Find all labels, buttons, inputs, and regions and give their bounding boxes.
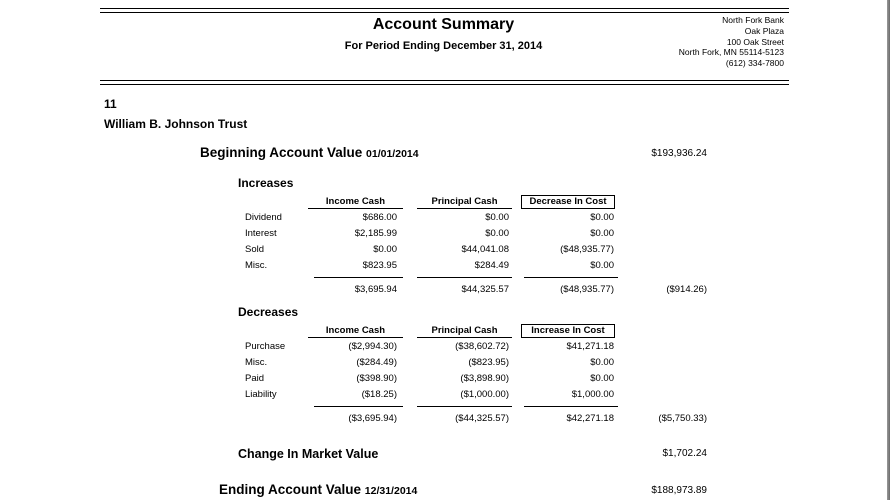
decreases-total: $42,271.18 <box>566 413 614 424</box>
market-change-value: $1,702.24 <box>662 448 707 459</box>
decreases-heading: Decreases <box>238 305 299 319</box>
bank-address <box>679 15 784 69</box>
beginning-value-amount: $193,936.24 <box>651 148 707 159</box>
increases-col-income-cash: Income Cash <box>325 196 386 207</box>
increases-col-underline-1 <box>308 208 403 209</box>
decreases-total: ($44,325.57) <box>455 413 509 424</box>
account-number: 11 <box>104 97 117 111</box>
bank-street: 100 Oak Street <box>726 36 784 47</box>
beginning-value-label: Beginning Account Value <box>200 145 363 160</box>
increases-col-underline-2 <box>417 208 512 209</box>
decreases-row-label: Purchase <box>245 341 286 352</box>
decreases-total-rule-1 <box>314 406 403 407</box>
increases-cell: $44,041.08 <box>461 244 509 255</box>
decreases-row-label: Liability <box>245 389 277 400</box>
market-change-label: Change In Market Value <box>238 447 379 461</box>
increases-total-rule-1 <box>314 277 403 278</box>
ending-value-date: 12/31/2014 <box>364 485 418 497</box>
increases-row-label: Misc. <box>245 260 268 271</box>
ending-value-label: Ending Account Value <box>219 482 362 497</box>
increases-col-principal-cash: Principal Cash <box>431 196 498 207</box>
decreases-col-principal-cash: Principal Cash <box>431 325 498 336</box>
decreases-cell: ($284.49) <box>356 357 397 368</box>
decreases-net: ($5,750.33) <box>658 413 707 424</box>
increases-total-rule-3 <box>524 277 618 278</box>
header-bottom-rule <box>100 80 789 81</box>
report-period: For Period Ending December 31, 2014 <box>344 40 543 52</box>
header-top-rule <box>100 8 789 9</box>
header-top-rule-2 <box>100 12 789 13</box>
increases-total: $3,695.94 <box>354 284 397 295</box>
increases-row-label: Dividend <box>245 212 282 223</box>
decreases-col-underline-1 <box>308 337 403 338</box>
decreases-total-rule-2 <box>417 406 512 407</box>
increases-heading: Increases <box>238 176 294 190</box>
increases-cell: $284.49 <box>474 260 509 271</box>
decreases-cell: ($2,994.30) <box>348 341 397 352</box>
decreases-cell: ($823.95) <box>468 357 509 368</box>
decreases-row-label: Paid <box>245 373 265 384</box>
decreases-total: ($3,695.94) <box>348 413 397 424</box>
increases-row-label: Interest <box>245 228 277 239</box>
header-bottom-rule-2 <box>100 84 789 85</box>
decreases-cell: ($38,602.72) <box>455 341 509 352</box>
increases-cell: $0.00 <box>485 228 509 239</box>
decreases-cell: ($1,000.00) <box>460 389 509 400</box>
ending-value-heading <box>219 482 417 497</box>
increases-cell: ($48,935.77) <box>560 244 614 255</box>
bank-name: North Fork Bank <box>722 15 784 25</box>
decreases-cell: ($3,898.90) <box>460 373 509 384</box>
increases-cell: $0.00 <box>590 260 614 271</box>
decreases-row-label: Misc. <box>245 357 268 368</box>
increases-cell: $0.00 <box>485 212 509 223</box>
decreases-col-income-cash: Income Cash <box>325 325 386 336</box>
increases-cell: $0.00 <box>590 228 614 239</box>
increases-row-label: Sold <box>245 244 265 255</box>
decreases-cell: $1,000.00 <box>571 389 614 400</box>
increases-net: ($914.26) <box>666 284 707 295</box>
increases-cell: $2,185.99 <box>354 228 397 239</box>
increases-total: $44,325.57 <box>461 284 509 295</box>
beginning-value-heading <box>200 145 419 160</box>
account-name: William B. Johnson Trust <box>104 117 248 131</box>
increases-cell: $686.00 <box>362 212 397 223</box>
ending-value-amount: $188,973.89 <box>651 485 707 496</box>
bank-phone: (612) 334-7800 <box>725 58 784 69</box>
report-title: Account Summary <box>372 16 515 33</box>
bank-city: North Fork, MN 55114-5123 <box>678 47 784 58</box>
bank-building: Oak Plaza <box>744 25 784 36</box>
decreases-col-increase-in-cost: Increase In Cost <box>521 324 615 338</box>
decreases-cell: $41,271.18 <box>566 341 614 352</box>
decreases-cell: $0.00 <box>590 373 614 384</box>
decreases-cell: ($18.25) <box>361 389 397 400</box>
increases-cell: $823.95 <box>362 260 397 271</box>
decreases-cell: $0.00 <box>590 357 614 368</box>
decreases-cell: ($398.90) <box>356 373 397 384</box>
decreases-total-rule-3 <box>524 406 618 407</box>
increases-total: ($48,935.77) <box>560 284 614 295</box>
increases-cell: $0.00 <box>590 212 614 223</box>
increases-cell: $0.00 <box>373 244 397 255</box>
decreases-col-underline-2 <box>417 337 512 338</box>
increases-col-decrease-in-cost: Decrease In Cost <box>521 195 615 209</box>
beginning-value-date: 01/01/2014 <box>366 148 419 160</box>
increases-total-rule-2 <box>417 277 512 278</box>
